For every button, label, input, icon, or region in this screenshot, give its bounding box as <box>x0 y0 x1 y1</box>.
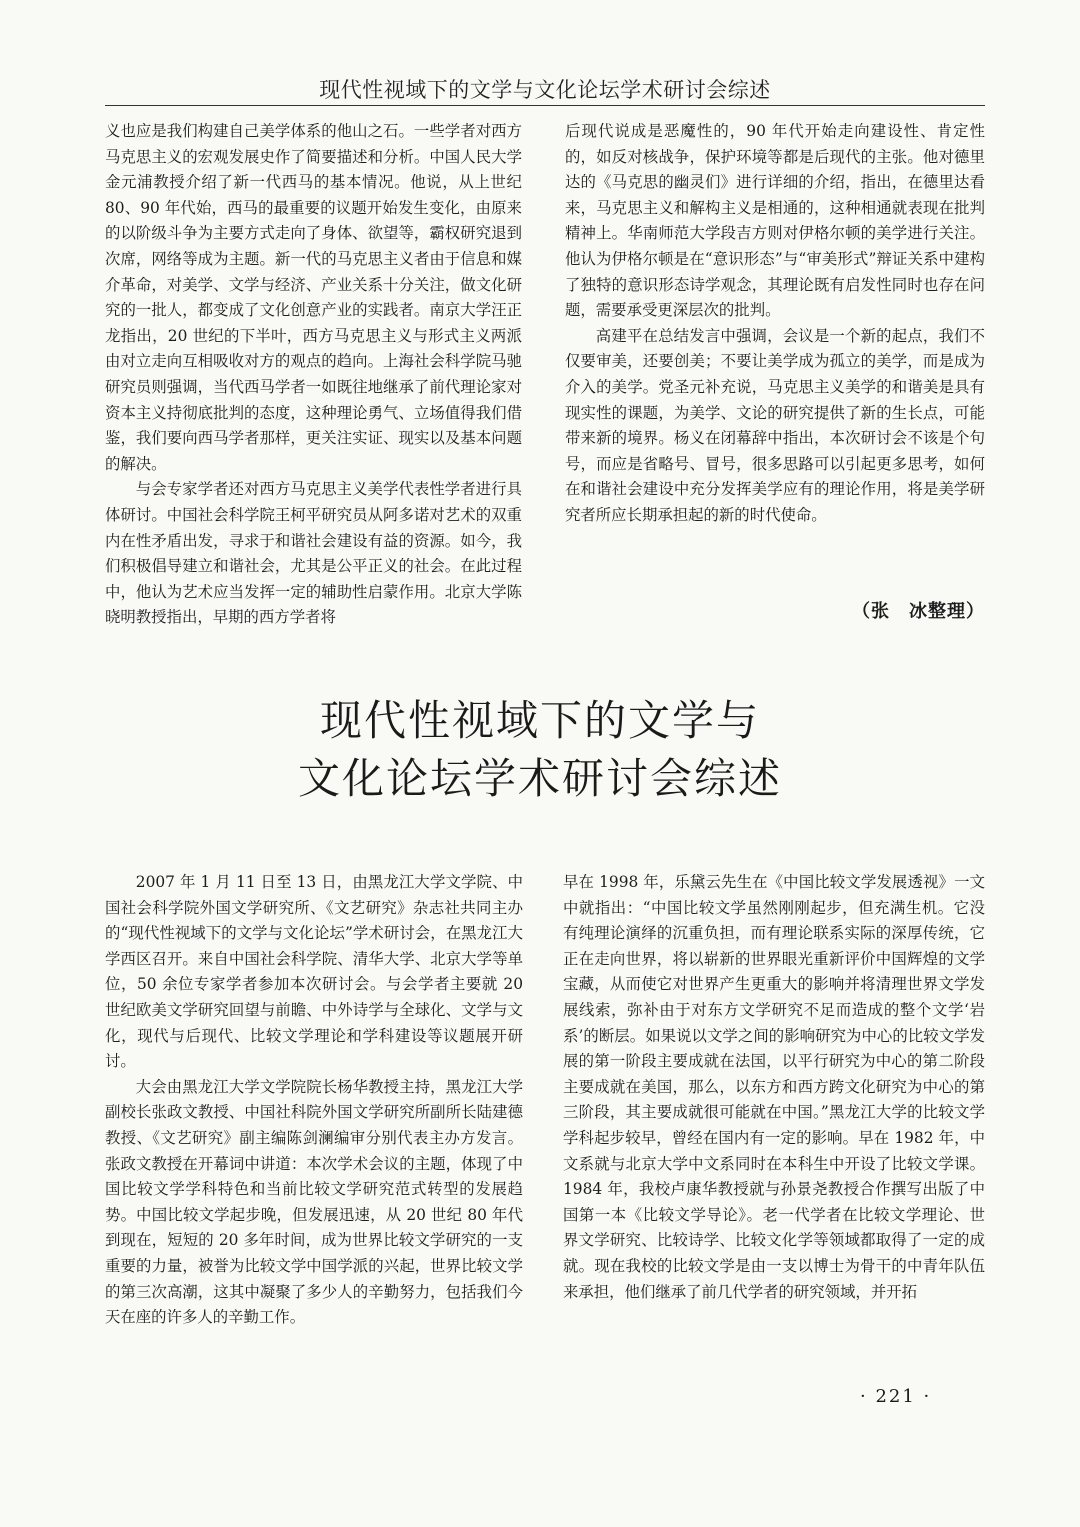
prev-article-paragraph: 义也应是我们构建自己美学体系的他山之石。一些学者对西方马克思主义的宏观发展史作了简要描述和分析。中国人民大学金元浦教授介绍了新一代西马的基本情况。他说，从上世纪 80、90 年代始，西马的最重要的议题开始发生变化，由原来的以阶级斗争为主要方式走向了身体、欲望等，霸权研究退到次席，网络等成为主题。新一代的马克思主义者由于信息和媒介革命，对美学、文学与经济、产业关系十分关注，做文化研究的一批人，都变成了文化创意产业的实践者。南京大学汪正龙指出，20 世纪的下半叶，西方马克思主义与形式主义两派由对立走向互相吸收对方的观点的趋向。上海社会科学院马驰研究员则强调，当代西马学者一如既往地继承了前代理论家对资本主义持彻底批判的态度，这种理论勇气、立场值得我们借鉴，我们要向西马学者那样，更关注实证、现实以及基本问题的解决。 <box>105 122 522 473</box>
article-title <box>0 692 1080 808</box>
article-title-line-1: 现代性视域下的文学与 <box>319 696 760 745</box>
prev-article-paragraph: 高建平在总结发言中强调，会议是一个新的起点，我们不仅要审美，还要创美；不要让美学成为孤立的美学，而是成为介入的美学。党圣元补充说，马克思主义美学的和谐美是具有现实性的课题，为美学、文论的研究提供了新的生长点，可能带来新的境界。杨义在闭幕辞中指出，本次研讨会不该是个句号，而应是省略号、冒号，很多思路可以引起更多思考，如何在和谐社会建设中充分发挥美学应有的理论作用，将是美学研究者所应长期承担起的新的时代使命。 <box>565 326 985 524</box>
running-header: 现代性视域下的文学与文化论坛学术研讨会综述 <box>319 78 771 102</box>
prev-article-sign-off: （张 冰整理） <box>852 601 985 622</box>
article-right-column <box>563 870 985 1305</box>
article-paragraph: 早在 1998 年，乐黛云先生在《中国比较文学发展透视》一文中就指出：“中国比较文学虽然刚刚起步，但充满生机。它没有纯理论演绎的沉重负担，而有理论联系实际的深厚传统，它正在走向世界，将以崭新的世界眼光重新评价中国辉煌的文学宝藏，从而使它对世界产生更重大的影响并将清理世界文学发展线索，弥补由于对东方文学研究不足而造成的整个文学‘岩系’的断层。如果说以文学之间的影响研究为中心的比较文学发展的第一阶段主要成就在法国，以平行研究为中心的第二阶段主要成就在美国，那么，以东方和西方跨文化研究为中心的第三阶段，其主要成就很可能就在中国。”黑龙江大学的比较文学学科起步较早，曾经在国内有一定的影响。早在 1982 年，中文系就与北京大学中文系同时在本科生中开设了比较文学课。1984 年，我校卢康华教授就与孙景尧教授合作撰写出版了中国第一本《比较文学导论》。老一代学者在比较文学理论、世界文学研究、比较诗学、比较文化学等领域都取得了一定的成就。现在我校的比较文学是由一支以博士为骨干的中青年队伍来承担，他们继承了前几代学者的研究领域，并开拓 <box>563 873 985 1301</box>
article-paragraph: 2007 年 1 月 11 日至 13 日，由黑龙江大学文学院、中国社会科学院外国文学研究所、《文艺研究》杂志社共同主办的“现代性视域下的文学与文化论坛”学术研讨会，在黑龙江大学西区召开。来自中国社会科学院、清华大学、北京大学等单位，50 余位专家学者参加本次研讨会。与会学者主要就 20 世纪欧美文学研究回望与前瞻、中外诗学与全球化、文学与文化，现代与后现代、比较文学理论和学科建设等议题展开研讨。 <box>105 873 523 1071</box>
article-paragraph: 大会由黑龙江大学文学院院长杨华教授主持，黑龙江大学副校长张政文教授、中国社科院外国文学研究所副所长陆建德教授、《文艺研究》副主编陈剑澜编审分别代表主办方发言。张政文教授在开幕词中讲道：本次学术会议的主题，体现了中国比较文学学科特色和当前比较文学研究范式转型的发展趋势。中国比较文学起步晚，但发展迅速，从 20 世纪 80 年代到现在，短短的 20 多年时间，成为世界比较文学研究的一支重要的力量，被誉为比较文学中国学派的兴起，世界比较文学的第三次高潮，这其中凝聚了多少人的辛勤努力，包括我们今天在座的许多人的辛勤工作。 <box>105 1077 523 1327</box>
article-left-column <box>105 870 523 1331</box>
prev-article-paragraph: 后现代说成是恶魔性的，90 年代开始走向建设性、肯定性的，如反对核战争，保护环境等都是后现代的主张。他对德里达的《马克思的幽灵们》进行详细的介绍，指出，在德里达看来，马克思主义和解构主义是相通的，这种相通就表现在批判精神上。华南师范大学段吉方则对伊格尔顿的美学进行关注。他认为伊格尔顿是在“意识形态”与“审美形式”辩证关系中建构了独特的意识形态诗学观念，其理论既有启发性同时也存在问题，需要承受更深层次的批判。 <box>565 122 985 320</box>
page-number: · 221 · <box>860 1386 932 1407</box>
article-title-line-2: 文化论坛学术研讨会综述 <box>297 754 782 803</box>
header-rule <box>105 105 985 106</box>
prev-article-left-column <box>105 119 522 631</box>
prev-article-paragraph: 与会专家学者还对西方马克思主义美学代表性学者进行具体研讨。中国社会科学院王柯平研究员从阿多诺对艺术的双重内在性矛盾出发，寻求于和谐社会建设有益的资源。如今，我们积极倡导建立和谐社会，尤其是公平正义的社会。在此过程中，他认为艺术应当发挥一定的辅助性启蒙作用。北京大学陈晓明教授指出，早期的西方学者将 <box>105 480 522 627</box>
prev-article-right-column <box>565 119 985 529</box>
